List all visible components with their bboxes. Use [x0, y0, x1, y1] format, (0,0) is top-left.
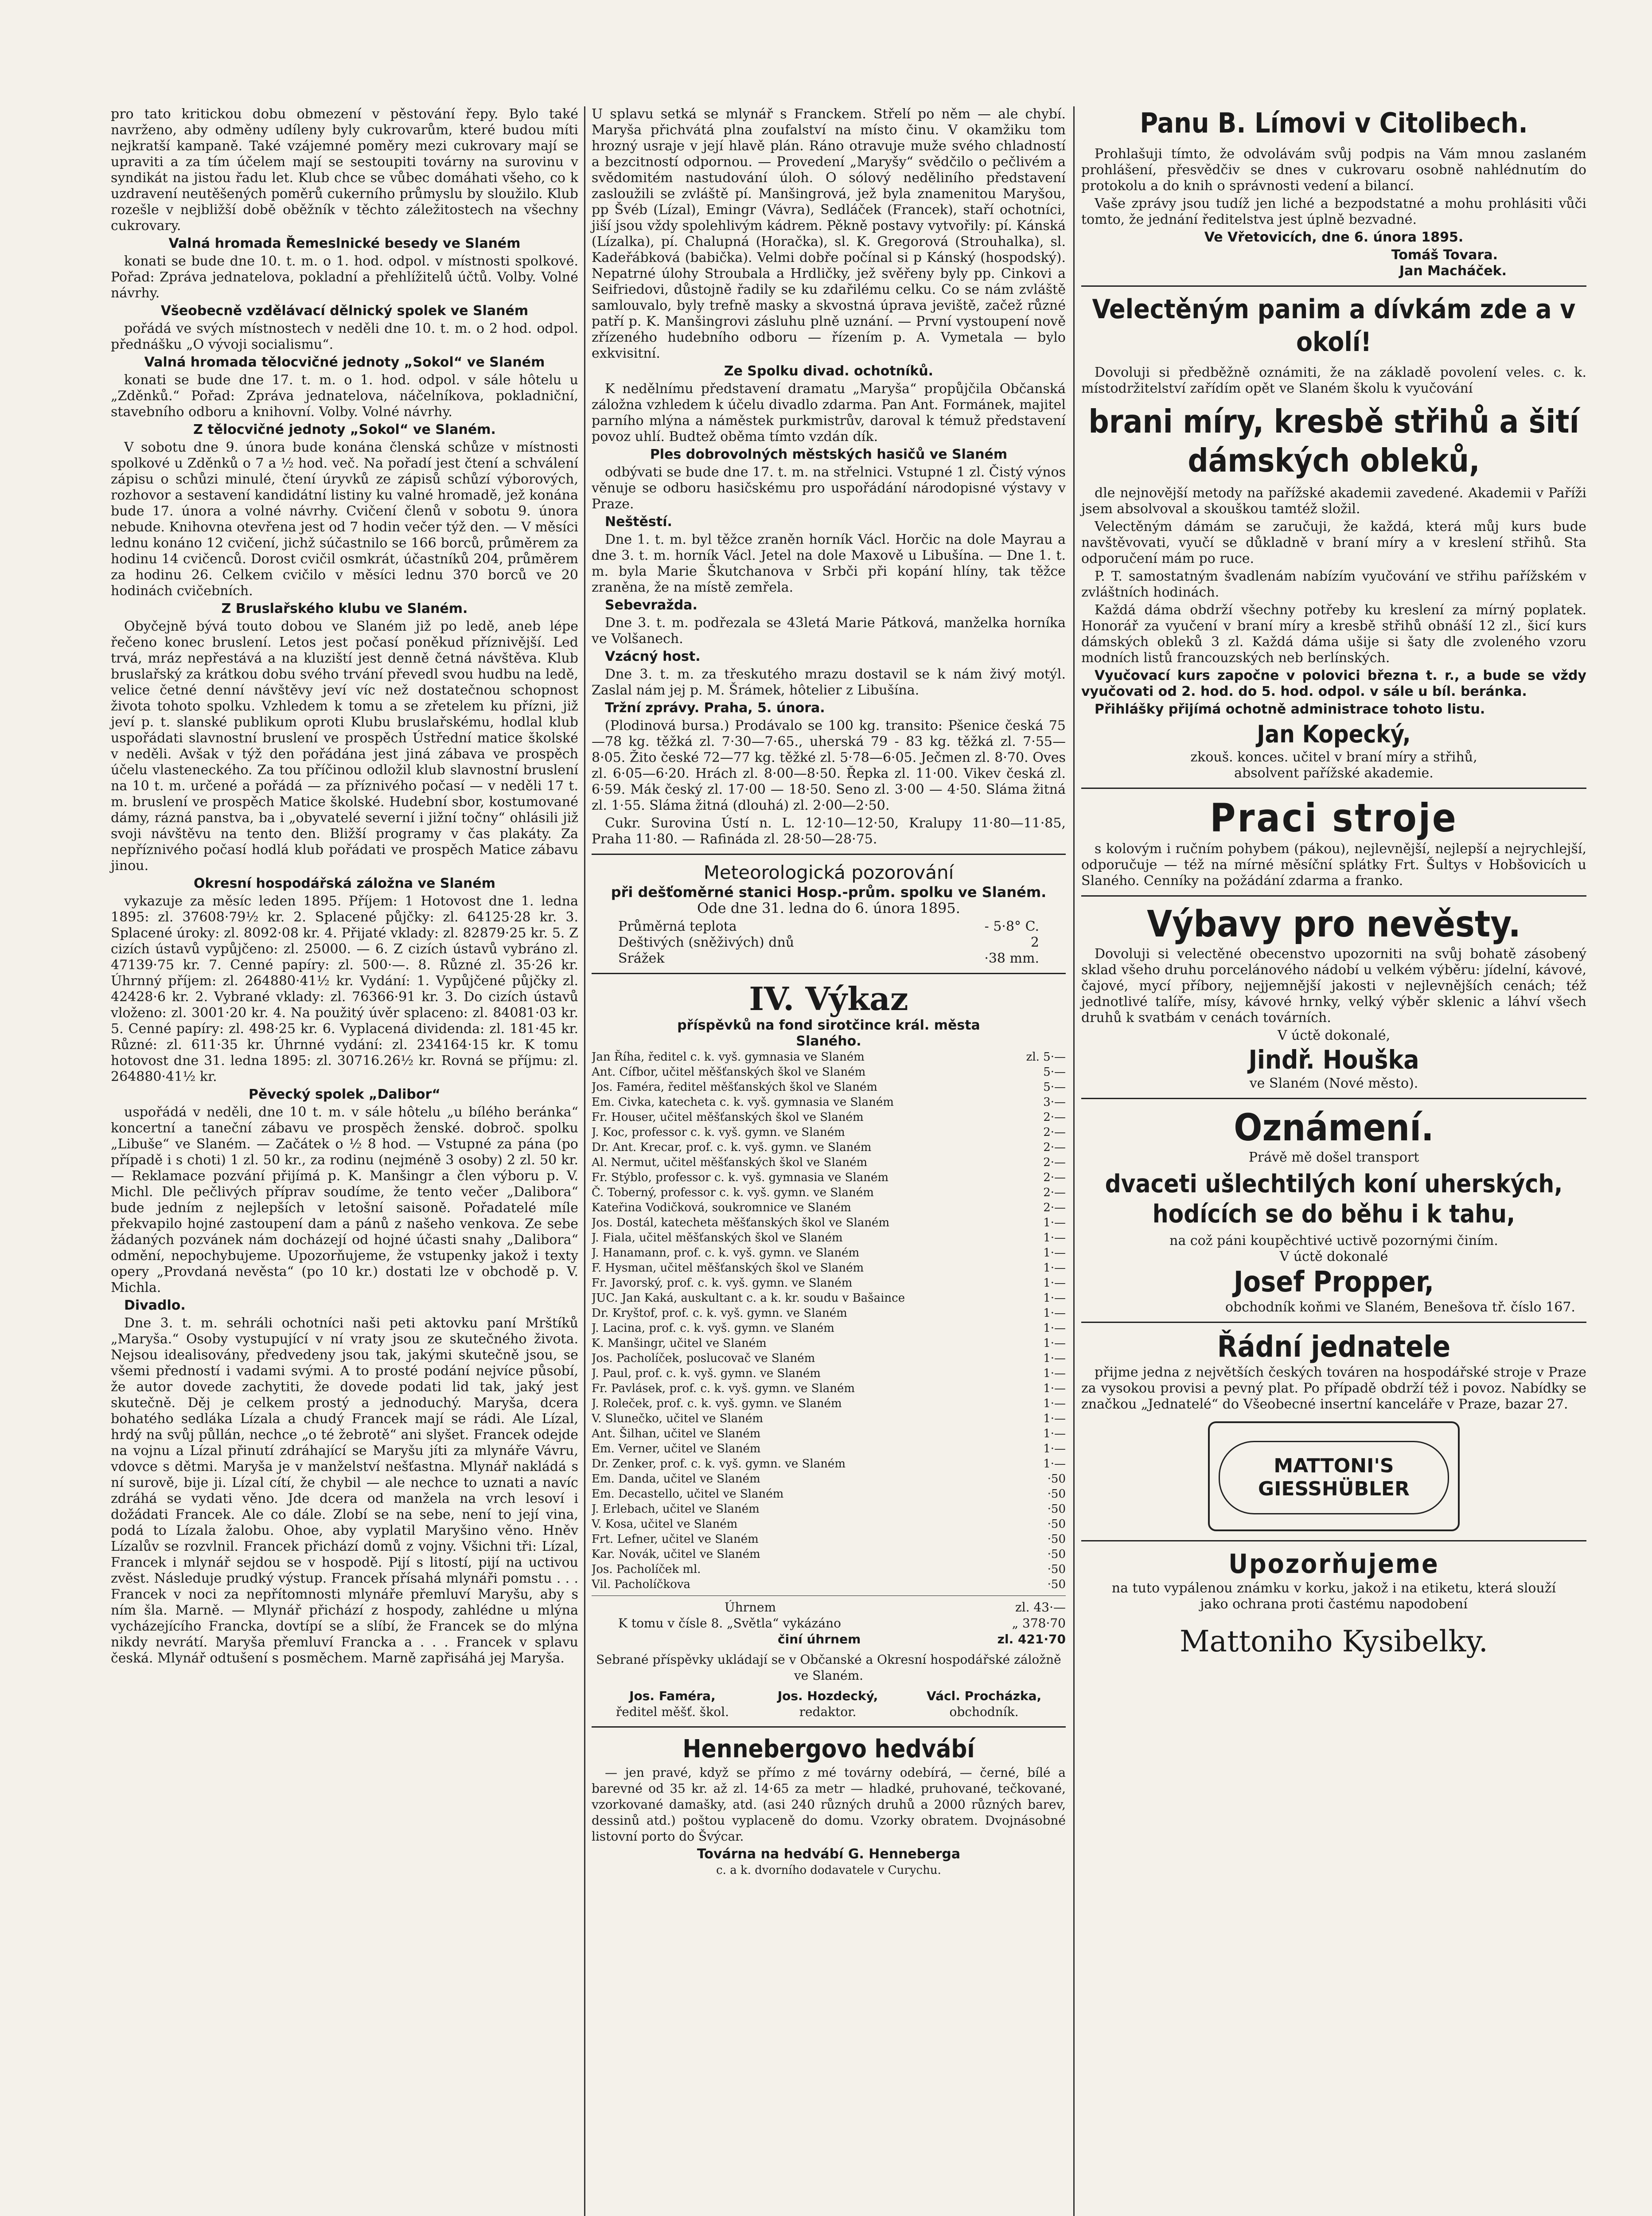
contributor-name: Vil. Pacholíčkova	[592, 1578, 691, 1591]
praci-stroje-title: Praci stroje	[1210, 795, 1458, 841]
divider	[592, 1726, 1066, 1728]
contribution-row	[592, 1456, 1066, 1471]
final-label: činí úhrnem	[778, 1632, 861, 1646]
contribution-amount: 1·—	[1043, 1231, 1066, 1245]
contribution-row	[592, 1562, 1066, 1577]
column-2	[592, 106, 1066, 1878]
upozornujeme-title: Upozorňujeme	[1228, 1549, 1439, 1580]
signer-role: obchodník.	[949, 1705, 1019, 1719]
contributor-name: Dr. Kryštof, prof. c. k. vyš. gymn. ve Slaném	[592, 1307, 847, 1320]
signer	[778, 1688, 878, 1720]
contribution-row	[592, 1065, 1066, 1080]
final-amount: zl. 421·70	[997, 1632, 1066, 1646]
contribution-row	[592, 1321, 1066, 1336]
signer-name: Jos. Faméra,	[629, 1689, 716, 1703]
contribution-row	[592, 1306, 1066, 1321]
contribution-row	[592, 1336, 1066, 1351]
contribution-amount: 1·—	[1043, 1322, 1066, 1335]
article-heading-trzni-zpravy: Tržní zprávy. Praha, 5. února.	[605, 700, 825, 716]
kopecky-role: zkouš. konces. učitel v braní míry a střihů, absolvent pařížské akademie.	[1190, 749, 1477, 781]
contribution-amount: 1·—	[1043, 1397, 1066, 1410]
contributor-name: Ant. Cífbor, učitel měšťanských škol ve Slaném	[592, 1065, 866, 1079]
meteo-value: 2	[1030, 935, 1039, 950]
divider	[592, 854, 1066, 855]
kopecky-name: Jan Kopecký,	[1257, 720, 1411, 748]
article-maryša-continued: U splavu setká se mlynář s Franckem. Střelí po něm — ale chybí. Maryša přichvátá plna zoufalství na místo činu. V okamžiku tom hrozný usraje v její hlavě plán. Ráno otravuje muže svého chladností a bezcitností odpornou. — Provedení „Maryšy“ svědčilo o pečlivém a svědomitém nastudování úloh. O sólový neděliního představení zasloužili se zvláště pí. Manšingrová, jež byla znamenitou Maryšou, pp Švéb (Lízal), Emingr (Vávra), Sedláček (Francek), staří ochotníci, jiší jsou vždy spolehlivým kádrem. Pěkně postavy vytvořily: pí. Kánská (Lízalka), pí. Chalupná (Horačka), sl. K. Gregorová (Strouhalka), sl. Kadeřábková (babička). Velmi dobře počínal si p Kánský (hospodský). Nepatrné úlohy Stroubala a Hrdličky, jež svěřeny byly pp. Cinkovi a Seifriedovi, důstojně řadily se ku zdařilému celku. Co se nám zvláště samlouvalo, byly trefně masky a skvostná úprava jeviště, začež různé patří p. K. Manšingrovi zásluhu plně uznání. — První vystoupení nově zřízeného hudebního odboru — řízením p. A. Vymetala — bylo exkvisitní.	[592, 106, 1066, 361]
contributor-name: Em. Civka, katecheta c. k. vyš. gymnasia ve Slaném	[592, 1096, 894, 1109]
contributor-name: J. Lacina, prof. c. k. vyš. gymn. ve Slaném	[592, 1322, 834, 1335]
contributor-name: Fr. Pavlásek, prof. c. k. vyš. gymn. ve Slaném	[592, 1382, 855, 1395]
contribution-row	[592, 1547, 1066, 1562]
contribution-row	[592, 1366, 1066, 1381]
kysibelky: Mattoniho Kysibelky.	[1180, 1624, 1488, 1658]
contribution-amount: 1·—	[1043, 1382, 1066, 1395]
article-hasici: odbývati se bude dne 17. t. m. na střelnici. Vstupné 1 zl. Čistý výnos věnuje se odboru hasičskému pro uspořádání národopisné výstavy v Praze.	[592, 464, 1066, 512]
contribution-amount: ·50	[1047, 1578, 1066, 1591]
divider	[592, 973, 1066, 974]
limovi-place: Ve Vřetovicích, dne 6. února 1895.	[1204, 230, 1464, 245]
vybavy-name: Jindř. Houška	[1248, 1045, 1419, 1075]
article-heading-dalibor: Pěvecký spolek „Dalibor“	[249, 1087, 440, 1102]
oznameni-text-2: na což páni koupěchtivé uctivě pozornými činím.	[1169, 1233, 1498, 1248]
praci-stroje-text: s kolovým i ručním pohybem (pákou), nejlevnější, nejlepší a nejrychlejší, odporučuje — též na mírné měsíční splátky Frt. Šultys v Hobšovicích u Slaného. Cenníky na požádání zdarma a franko.	[1081, 841, 1586, 889]
velectenym-text-6: Vyučovací kurs započne v polovici března t. r., a bude se vždy vyučovati od 2. hod. do 5. hod. odpol. v sále u bíl. beránka.	[1081, 668, 1586, 699]
meteo-label: Průměrná teplota	[618, 919, 737, 934]
contribution-amount: 1·—	[1043, 1427, 1066, 1440]
article-heading-bruslarsky-klub: Z Bruslařského klubu ve Slaném.	[221, 601, 468, 616]
article-heading-hasici: Ples dobrovolných městských hasičů ve Slaném	[650, 447, 1008, 462]
mattoni-line-1: MATTONI'S	[1274, 1455, 1394, 1477]
total-label: Úhrnem	[725, 1600, 776, 1615]
contributor-name: Fr. Stýblo, professor c. k. vyš. gymnasia ve Slaném	[592, 1171, 889, 1184]
oznameni-horses: dvaceti ušlechtilých koní uherských, hodících se do běhu i k tahu,	[1105, 1170, 1563, 1229]
contributor-name: Fr. Javorský, prof. c. k. vyš. gymn. ve Slaném	[592, 1276, 853, 1290]
contribution-amount: 1·—	[1043, 1276, 1066, 1290]
limovi-title: Panu B. Límovi v Citolibech.	[1140, 107, 1528, 139]
newspaper-page	[111, 106, 1586, 2216]
signer-role: redaktor.	[799, 1705, 857, 1719]
meteo-subtitle: při dešťoměrné stanici Hosp.-prům. spolku ve Slaném.	[611, 884, 1047, 901]
article-heading-sebevrazda: Sebevražda.	[605, 597, 697, 613]
henneberg-supplier: c. a k. dvorního dodavatele v Curychu.	[716, 1864, 941, 1877]
article-heading-remeslnicka-beseda: Valná hromada Řemeslnické besedy ve Slaném	[168, 236, 521, 251]
contribution-row	[592, 1125, 1066, 1140]
contribution-row	[592, 1095, 1066, 1110]
contribution-amount: 1·—	[1043, 1337, 1066, 1350]
contribution-amount: 2·—	[1043, 1186, 1066, 1199]
radni-jednatele-text: přijme jedna z největších českých továren na hospodářské stroje v Praze za vysokou provisi a pevný plat. Po případě obdrží též i povoz. Nabídky se značkou „Jednatelé“ do Všeobecné insertní kanceláře v Praze, bazar 27.	[1081, 1365, 1586, 1412]
article-heading-sokol: Z tělocvičné jednoty „Sokol“ ve Slaném.	[193, 422, 496, 437]
vybavy-respect: V úctě dokonalé,	[1277, 1028, 1391, 1043]
article-heading-nestesti: Neštěstí.	[605, 514, 672, 530]
velectenym-text: Dovoluji si předběžně oznámiti, že na základě povolení veles. c. k. místodržitelství zařídím opět ve Slaném školu k vyučování	[1081, 365, 1586, 396]
propper-name: Josef Propper,	[1234, 1266, 1434, 1299]
contribution-row	[592, 1200, 1066, 1215]
divider	[1081, 1322, 1586, 1323]
contributor-name: Em. Decastello, učitel ve Slaném	[592, 1487, 784, 1501]
upozornujeme-text: na tuto vypálenou známku v korku, jakož i na etiketu, která slouží jako ochrana proti častému napodobení	[1111, 1580, 1556, 1612]
contributor-name: Kar. Novák, učitel ve Slaném	[592, 1548, 760, 1561]
meteo-row	[618, 935, 1039, 951]
contribution-row	[592, 1260, 1066, 1276]
column-divider-1	[584, 106, 585, 2216]
contribution-amount: ·50	[1047, 1502, 1066, 1516]
article-sebevrazda: Dne 3. t. m. podřezala se 43letá Marie Pátková, manželka horníka ve Volšanech.	[592, 615, 1066, 647]
meteo-title: Meteorologická pozorování	[703, 862, 954, 883]
carry-row	[592, 1615, 1066, 1631]
contribution-amount: 1·—	[1043, 1291, 1066, 1305]
article-heading-ochotnici: Ze Spolku divad. ochotníků.	[724, 363, 934, 379]
article-heading-sokol-valna: Valná hromada tělocvičné jednoty „Sokol“ ve Slaném	[144, 355, 545, 370]
contribution-amount: ·50	[1047, 1533, 1066, 1546]
carry-amount: „ 378·70	[1012, 1616, 1066, 1631]
contributor-name: J. Hanamann, prof. c. k. vyš. gymn. ve Slaném	[592, 1246, 860, 1260]
contribution-row	[592, 1110, 1066, 1125]
velectenym-title: Velectěným panim a dívkám zde a v okolí!	[1092, 294, 1576, 358]
velectenym-text-3: Velectěným dámám se zaručuji, že každá, která můj kurs bude navštěvovati, vyučí se důkladně v braní míry a v kreslení střihů. Sta odporučení mám po ruce.	[1081, 519, 1586, 566]
contribution-row	[592, 1411, 1066, 1426]
contribution-row	[592, 1517, 1066, 1532]
contributor-name: Al. Nermut, učitel měšťanských škol ve Slaném	[592, 1156, 868, 1169]
contribution-amount: 1·—	[1043, 1246, 1066, 1260]
contribution-amount: 1·—	[1043, 1307, 1066, 1320]
contributor-name: Jos. Pacholíček ml.	[592, 1563, 701, 1576]
contributor-name: J. Koc, professor c. k. vyš. gymn. ve Slaném	[592, 1126, 845, 1139]
article-heading-delnicky-spolek: Všeobecně vzdělávací dělnický spolek ve Slaném	[160, 303, 529, 319]
article-divadlo: Dne 3. t. m. sehráli ochotníci naši peti aktovku paní Mrštíků „Maryša.“ Osoby vystupující v ní vraty jsou ze skutečného života. Nejsou idealisovány, předvedeny jsou tak, jakými skutečně jsou, se všemi předností i vadami svými. A to prosté podání nejvíce působí, že autor dovede zachytiti, že dovede podati lid tak, jaký jest skutečně. Děj je celkem prostý a jednoduchý. Maryša, dcera bohatého sedláka Lízala a chudý Francek mají se rádi. Ale Lízal, hrdý na svůj půllán, nechce „o té žebrotě“ ani slyšet. Francek odejde na vojnu a Lízal přinutí zdráhající se Maryšu jíti za mlynáře Vávru, vdovce s dětmi. Maryša je v manželství nešťastna. Mlynář nakládá s ní surově, bije ji. Lízal cítí, že chybil — ale nechce to uznati a navíc zdráhá se vydati věno. Jde dcera od manžela na vrch lesoví i dožádati Francek. Ale co dále. Zlobí se na sebe, není to její vina, podá to Lízala žalobu. Ohoe, aby vyplatil Maryšino věno. Hněv Lízalův se rozvlnil. Francek přichází domů z vojny. Všichni tři: Lízal, Francek i mlynář sejdou se v hospodě. Pijí s litostí, pijí na uctivou zvěst. Následuje prudký výstup. Francek přísahá mlynáři pomstu . . . Francek v noci za nepřítomnosti mlynáře přemluví Maryšu, aby s ním šla. Marně. — Mlynář přichází z hospody, zahlédne u mlýna vycházejícího Francka, dovtípí se a slíbí, že Francek se do mlýna nikdy nevrátí. Maryša přemluví Francka a . . . Francek v splavu česká. Mlynář odtušení s posměchem. Marně zapřisáhá jej Maryša.	[111, 1315, 578, 1666]
henneberg-text: — jen pravé, když se přímo z mé továrny odebírá, — černé, bílé a barevné od 35 kr. až zl. 14·65 za metr — hladké, pruhované, tečkované, vzorkované damašky, atd. (asi 240 různých druhů a 2000 různých barev, dessinů atd.) poštou vyplaceně do domu. Vzorky obratem. Dvojnásobné listovní porto do Švýcar.	[592, 1765, 1066, 1844]
contribution-row	[592, 1230, 1066, 1245]
contributor-name: F. Hysman, učitel měšťanských škol ve Slaném	[592, 1261, 864, 1275]
contribution-amount: 1·—	[1043, 1367, 1066, 1380]
mattoni-label	[1219, 1441, 1449, 1514]
henneberg-title: Hennebergovo hedvábí	[682, 1735, 975, 1763]
contribution-row	[592, 1155, 1066, 1170]
contributor-name: Dr. Ant. Krecar, prof. c. k. vyš. gymn. ve Slaném	[592, 1141, 872, 1154]
article-vzacny-host: Dne 3. t. m. za třeskutého mrazu dostavil se k nám živý motýl. Zaslal nám jej p. M. Šrámek, hôtelier z Libušína.	[592, 667, 1066, 698]
column-divider-2	[1073, 106, 1075, 2216]
contribution-amount: 1·—	[1043, 1216, 1066, 1229]
contribution-row	[592, 1532, 1066, 1547]
contribution-row	[592, 1426, 1066, 1441]
contribution-amount: ·50	[1047, 1472, 1066, 1486]
contribution-amount: 2·—	[1043, 1201, 1066, 1214]
contributor-name: Ant. Šilhan, učitel ve Slaném	[592, 1427, 761, 1440]
contributor-name: Kateřina Vodičková, soukromnice ve Slaném	[592, 1201, 851, 1214]
oznameni-text: Právě mě došel transport	[1248, 1150, 1419, 1165]
contribution-row	[592, 1276, 1066, 1291]
limovi-signature-2: Jan Macháček.	[1399, 263, 1507, 279]
vykaz-subtitle: příspěvků na fond sirotčince král. města	[677, 1018, 980, 1033]
contributor-name: Jan Říha, ředitel c. k. vyš. gymnasia ve Slaném	[592, 1050, 865, 1064]
signatures	[592, 1688, 1066, 1720]
contribution-amount: 2·—	[1043, 1156, 1066, 1169]
contributor-name: V. Slunečko, učitel ve Slaném	[592, 1412, 764, 1425]
meteo-value: - 5·8° C.	[984, 919, 1039, 934]
article-cukr: Cukr. Surovina Ústí n. L. 12·10—12·50, Kralupy 11·80—11·85, Praha 11·80. — Rafináda zl. 28·50—28·75.	[592, 815, 1066, 847]
contributions-table	[592, 1049, 1066, 1592]
contributor-name: J. Erlebach, učitel ve Slaném	[592, 1502, 760, 1516]
final-row	[592, 1631, 1066, 1647]
contributor-name: Em. Danda, učitel ve Slaném	[592, 1472, 760, 1486]
contributor-name: J. Paul, prof. c. k. vyš. gymn. ve Slaném	[592, 1367, 821, 1380]
contribution-row	[592, 1140, 1066, 1155]
article-sokol-valna: konati se bude dne 17. t. m. o 1. hod. odpol. v sále hôtelu u „Zděnků.“ Pořad: Zpráva jednatelova, náčelníkova, pokladniční, stavebního odboru a knihovní. Volby. Volné návrhy.	[111, 372, 578, 420]
vybavy-place: ve Slaném (Nové město).	[1249, 1076, 1418, 1091]
divider	[1081, 285, 1586, 287]
mattoni-logo	[1208, 1421, 1460, 1531]
contribution-amount: 1·—	[1043, 1261, 1066, 1275]
divider	[1081, 895, 1586, 897]
divider	[1081, 1098, 1586, 1099]
contributor-name: Frt. Lefner, učitel ve Slaném	[592, 1533, 759, 1546]
contributor-name: Em. Verner, učitel ve Slaném	[592, 1442, 761, 1455]
contributor-name: JUC. Jan Kaká, auskultant c. a k. kr. soudu v Bašaince	[592, 1291, 905, 1305]
vybavy-text: Dovoluji si velectěné obecenstvo upozorniti na svůj bohatě zásobený sklad všeho druhu porcelánového nádobí u velkém výběru: jídelní, kávové, čajové, mycí příbory, nejjemnější jakosti v nejlevnějších cenách; též jednotlivé talíře, mísy, kávové hrnky, velký výběr sklenic a láhví všech druhů k svatbám v cenách továrních.	[1081, 946, 1586, 1026]
contribution-amount: 1·—	[1043, 1412, 1066, 1425]
contributor-name: Č. Toberný, professor c. k. vyš. gymn. ve Slaném	[592, 1186, 874, 1199]
contribution-row	[592, 1170, 1066, 1185]
total-row	[592, 1600, 1066, 1615]
limovi-signature-1: Tomáš Tovara.	[1391, 247, 1498, 263]
article-nestesti: Dne 1. t. m. byl těžce zraněn horník Václ. Horčic na dole Mayrau a dne 3. t. m. horník Václ. Jetel na dole Maxově u Libušína. — Dne 1. t. m. byla Marie Škutchanova v Srbči při kopání hlíny, tak těžce zraněna, že na místě zemřela.	[592, 532, 1066, 595]
contributor-name: Jos. Pacholíček, poslucovač ve Slaném	[592, 1352, 815, 1365]
contributor-name: J. Roleček, prof. c. k. vyš. gymn. ve Slaném	[592, 1397, 842, 1410]
velectenym-text-5: Každá dáma obdrží všechny potřeby ku kreslení za mírný poplatek. Honorář za vyučení v braní míry a kresbě střihů obnáší 12 zl., šicí kurs dámských obleků 3 zl. Každá dáma ušije si šaty dle zvoleného vzoru modních listů francouzských neb berlínských.	[1081, 602, 1586, 666]
oznameni-title: Oznámení.	[1234, 1106, 1434, 1149]
signer	[927, 1688, 1041, 1720]
contribution-row	[592, 1577, 1066, 1592]
contribution-amount: zl. 5·—	[1026, 1050, 1066, 1064]
contribution-amount: 5·—	[1043, 1065, 1066, 1079]
total-amount: zl. 43·—	[1015, 1600, 1066, 1615]
vybavy-title: Výbavy pro nevěsty.	[1147, 903, 1521, 945]
meteo-value: ·38 mm.	[984, 951, 1039, 966]
divider	[1081, 788, 1586, 789]
oznameni-respect: V úctě dokonalé	[1279, 1249, 1388, 1264]
signer-role: ředitel měšť. škol.	[616, 1705, 729, 1719]
column-1	[111, 106, 578, 1668]
contribution-amount: ·50	[1047, 1563, 1066, 1576]
meteo-row	[618, 951, 1039, 967]
signer	[616, 1688, 729, 1720]
velectenym-course: brani míry, kresbě střihů a šití dámských obleků,	[1088, 403, 1579, 479]
contribution-amount: 1·—	[1043, 1442, 1066, 1455]
contribution-row	[592, 1185, 1066, 1200]
contribution-row	[592, 1441, 1066, 1456]
contribution-amount: 2·—	[1043, 1126, 1066, 1139]
contribution-row	[592, 1291, 1066, 1306]
velectenym-text-7: Přihlášky přijímá ochotně administrace tohoto listu.	[1095, 702, 1485, 717]
meteo-table	[618, 919, 1039, 967]
article-sokol: V sobotu dne 9. února bude konána členská schůze v místnosti spolkové u Zděnků o 7 a ½ hod. več. Na pořadí jest čtení a schválení zápisu o schůzi minulé, čtení úryvků ze zápisů schůzí výborových, rozhovor a sestavení kandidátní listiny ku valné hromadě, jež konána bude 17. února a volné návrhy. Cvičení členů v sobotu 9. února nebude. Knihovna otevřena jest od 7 hodin večer týž den. — V měsíci lednu konáno 12 cvičení, jichž súčastnilo se 166 borců, průměrem za hodinu 14 cvičenců. Dorost cvičil osmkrát, účastníků 204, průměrem za hodinu 26. Celkem cvičilo v měsíci lednu 370 borců ve 20 hodinách cvičebních.	[111, 440, 578, 599]
contribution-row	[592, 1049, 1066, 1065]
signer-name: Václ. Procházka,	[927, 1689, 1042, 1703]
article-dalibor: uspořádá v neděli, dne 10 t. m. v sále hôtelu „u bílého beránka“ koncertní a taneční zábavu ve prospěch ženské. dobroč. spolku „Libuše“ ve Slaném. — Začátek o ½ 8 hod. — Vstupné za pána (po případě i s choti) 1 zl. 50 kr., za rodinu (nejméně 3 osoby) 2 zl. 50 kr. — Reklamace pozvání přijímá p. K. Manšingr a člen výboru p. V. Michl. Dle pečlivých příprav soudíme, že tento večer „Dalibora“ bude jedním z nejlepších v letošní saisoně. Pořadatelé míle překvapilo hojné zastoupení dam a pánů z našeho venkova. Ze sebe žádaných pozvánek nám docházejí od hojné účasti snahy „Dalibora“ odmění, nepochybujeme. Upozorňujeme, že vstupenky jakož i texty opery „Provdaná nevěsta“ (po 10 kr.) dostati lze v obchodě p. V. Michla.	[111, 1104, 578, 1295]
article-heading-divadlo: Divadlo.	[124, 1298, 186, 1313]
limovi-text-2: Vaše zprávy jsou tudíž jen liché a bezpodstatné a mohu prohlásiti vůči tomto, že jednání ředitelstva jest úplně bezvadné.	[1081, 196, 1586, 227]
contribution-row	[592, 1381, 1066, 1396]
contribution-row	[592, 1351, 1066, 1366]
contributor-name: Jos. Faméra, ředitel měšťanských škol ve Slaném	[592, 1081, 877, 1094]
henneberg-factory: Továrna na hedvábí G. Henneberga	[697, 1846, 961, 1862]
divider	[1081, 1540, 1586, 1541]
article-zalozna: vykazuje za měsíc leden 1895. Příjem: 1 Hotovost dne 1. ledna 1895: zl. 37608·79½ kr. 2. Splacené půjčky: zl. 64125·28 kr. 3. Splacené úroky: zl. 8092·08 kr. 4. Přijaté vklady: zl. 82879·25 kr. 5. Z cizích ústavů vypůjčeno: zl. 25000. — 6. Z cizích ústavů vybráno zl. 47139·75 kr. 7. Cenné papíry: zl. 500·—. 8. Různé zl. 35·26 kr. Úhrnný příjem: zl. 264880·41½ kr. Vydání: 1. Vypůjčené půjčky zl. 42428·6 kr. 2. Vybrané vklady: zl. 76366·91 kr. 3. Do cizích ústavů vloženo: zl. 3001·20 kr. 4. Na použitý úvěr splaceno: zl. 84081·03 kr. 5. Cenné papíry: zl. 498·25 kr. 6. Vyplacená dividenda: zl. 181·45 kr. Různé: zl. 611·35 kr. Úhrnné vydání: zl. 234164·15 kr. K tomu hotovost dne 31. ledna 1895: zl. 30716.26½ kr. Rovná se příjmu: zl. 264880·41½ kr.	[111, 893, 578, 1085]
column-3	[1081, 106, 1586, 1660]
carry-label: K tomu v čísle 8. „Světla“ vykázáno	[618, 1616, 842, 1631]
article-delnicky-spolek: pořádá ve svých místnostech v neděli dne 10. t. m. o 2 hod. odpol. přednášku „O vývoji socialismu“.	[111, 321, 578, 352]
contributor-name: Dr. Zenker, prof. c. k. vyš. gymn. ve Slaném	[592, 1457, 845, 1471]
contributor-name: K. Manšingr, učitel ve Slaném	[592, 1337, 767, 1350]
contribution-row	[592, 1080, 1066, 1095]
contributor-name: Fr. Houser, učitel měšťanských škol ve Slaném	[592, 1111, 864, 1124]
contribution-row	[592, 1245, 1066, 1260]
contribution-amount: ·50	[1047, 1487, 1066, 1501]
velectenym-text-2: dle nejnovější metody na pařížské akademii zavedené. Akademii v Paříži jsem absolvoval a skouškou tamtéž složil.	[1081, 485, 1586, 517]
vykaz-subtitle-2: Slaného.	[796, 1034, 861, 1049]
article-trzni-zpravy: (Plodinová bursa.) Prodávalo se 100 kg. transito: Pšenice česká 75—78 kg. těžká zl. 7·30—7·65., uherská 79 - 83 kg. těžká zl. 7·55—8·05. Žito české 72—77 kg. těžké zl. 5·78—6·05. Ječmen zl. 8·70. Oves zl. 6·05—6·20. Hrách zl. 8·00—8·50. Řepka zl. 11·00. Vikev česká zl. 6·59. Mák český zl. 17·00 — 18·50. Seno zl. 3·00 — 4·50. Sláma žitná zl. 1·55. Sláma žitná (dlouhá) zl. 2·00—2·50.	[592, 718, 1066, 813]
mattoni-line-2: GIESSHÜBLER	[1258, 1478, 1410, 1500]
meteo-label: Srážek	[618, 951, 665, 966]
article-heading-zalozna: Okresní hospodářská záložna ve Slaném	[193, 876, 495, 891]
vykaz-title: IV. Výkaz	[749, 980, 908, 1018]
contributor-name: J. Fiala, učitel měšťanských škol ve Slaném	[592, 1231, 843, 1245]
contribution-amount: 5·—	[1043, 1081, 1066, 1094]
vykaz-note: Sebrané příspěvky ukládají se v Občanské a Okresní hospodářské záložně ve Slaném.	[596, 1652, 1061, 1683]
contribution-amount: ·50	[1047, 1518, 1066, 1531]
contribution-amount: 2·—	[1043, 1111, 1066, 1124]
contributor-name: V. Kosa, učitel ve Slaném	[592, 1518, 738, 1531]
contribution-amount: 1·—	[1043, 1352, 1066, 1365]
meteo-date-range: Ode dne 31. ledna do 6. února 1895.	[697, 900, 960, 917]
article-remeslnicka-beseda: konati se bude dne 10. t. m. o 1. hod. odpol. v místnosti spolkové. Pořad: Zprávа jednatelova, pokladní a přehlížitelů účtů. Volby. Volné návrhy.	[111, 254, 578, 301]
radni-jednatele-title: Řádní jednatele	[1217, 1330, 1451, 1364]
contribution-amount: 2·—	[1043, 1141, 1066, 1154]
meteo-label: Deštivých (sněživých) dnů	[618, 935, 795, 950]
article-heading-vzacny-host: Vzácný host.	[605, 649, 701, 664]
article-ochotnici: K nedělnímu představení dramatu „Maryša“ propůjčila Občanská záložna vzhledem k účelu divadlo zdarma. Pan Ant. Formánek, majitel parního mlýna a náměstek purkmistrův, daroval k témuž představení povoz uhlí. Budtež oběma tímto vzdán dík.	[592, 381, 1066, 445]
velectenym-text-4: P. T. samostatným švadlenám nabízím vyučování ve střihu pařížském v zvláštních hodinách.	[1081, 569, 1586, 600]
contribution-row	[592, 1471, 1066, 1486]
signer-name: Jos. Hozdecký,	[777, 1689, 878, 1703]
article-bruslarsky-klub: Obyčejně bývá touto dobou ve Slaném již po ledě, aneb lépe řečeno konec bruslení. Letos jest počasí poněkud příznivější. Led trvá, mráz nepřestává a na kluziští jest denně četná návštěva. Klub bruslařský za krátkou dobu svého trvání převedl svou hudbu na ledě, velice četné denní návštěvy jeví víc než dostatečnou schopnost života tohoto spolku. Vzhledem k tomu a se zřetelem ku přízni, již jeví p. t. slanské publikum oproti Klubu bruslařskému, hodlal klub uspořádati slavnostní bruslení ve prospěch Ústřední matice školské v neděli. Avšak v týž den pořádána jest jiná zábava ve prospěch účelu vlasteneckého. Za tou příčinou odložil klub slavnostní bruslení na 10 t. m. určené a pořádá — za příznivého počasí — v neděli 17 t. m. bruslení ve prospěch Matice školské. Hudební sbor, kostumované dámy, rázná panstva, ba i „obyvatelé severní i jižní točny“ ohlásili již svoji návštěvu na tento den. Bližší programy v čas plakáty. Za nepříznivého počasí hodlá klub pořádati ve prospěch Matice zábavu jinou.	[111, 619, 578, 874]
limovi-text: Prohlašuji tímto, že odvolávám svůj podpis na Vám mnou zaslaném prohlášení, přesvědčiv se dnes v cukrovaru osobně nahlédnutím do protokolu a do knih o správnosti vedení a bilancí.	[1081, 146, 1586, 194]
contributor-name: Jos. Dostál, katecheta měšťanských škol ve Slaném	[592, 1216, 890, 1229]
contribution-row	[592, 1396, 1066, 1411]
contribution-amount: 2·—	[1043, 1171, 1066, 1184]
contribution-amount: ·50	[1047, 1548, 1066, 1561]
contribution-amount: 3·—	[1043, 1096, 1066, 1109]
contribution-row	[592, 1215, 1066, 1230]
contribution-row	[592, 1486, 1066, 1502]
propper-role: obchodník koňmi ve Slaném, Benešova tř. číslo 167.	[1225, 1299, 1575, 1315]
article-sugar-industry: pro tato kritickou dobu obmezení v pěstování řepy. Bylo také navrženo, aby odměny udíleny byly cukrovarům, které budou míti nejkratší kampaně. Také vzájemné poměry mezi cukrovary mají se upraviti a za tím účelem mají se sestoupiti továrny na surovinu v syndikát na jistou řadu let. Klub chce se vůbec domáhati všeho, co k uzdravení neutěšených poměrů cukerního průmyslu by sloužilo. Klub rozešle v nejbližší době oběžník v těchto záležitostech na všechny cukrovary.	[111, 106, 578, 234]
contribution-amount: 1·—	[1043, 1457, 1066, 1471]
meteo-row	[618, 919, 1039, 935]
contribution-row	[592, 1502, 1066, 1517]
